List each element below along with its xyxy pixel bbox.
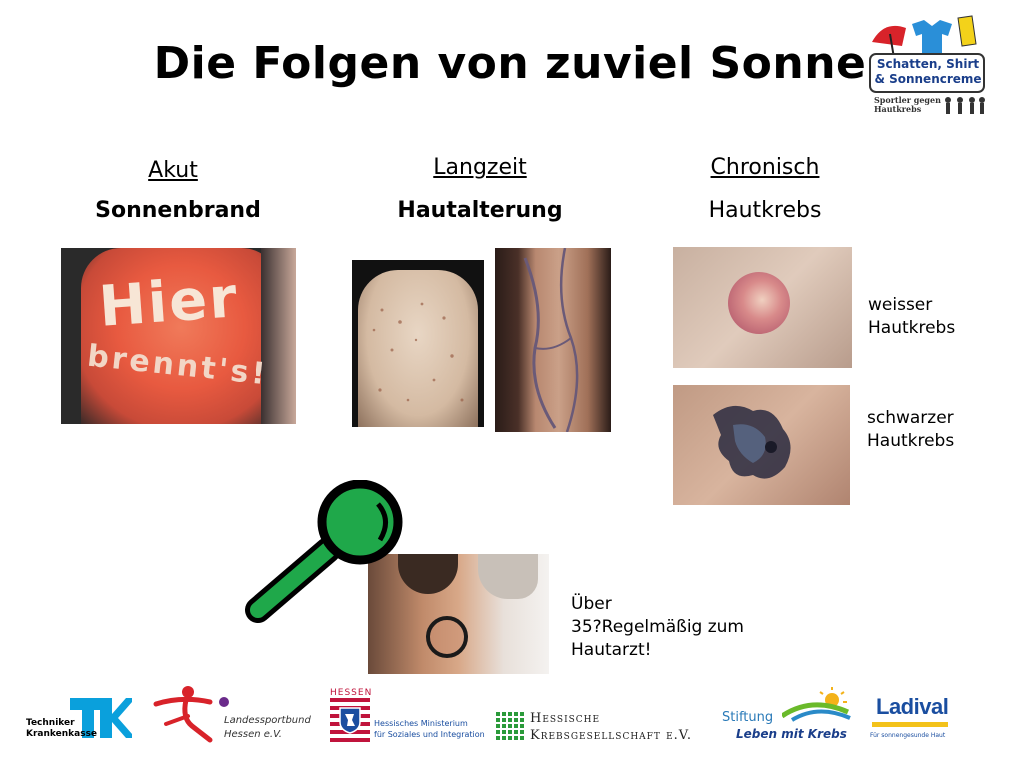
white-skin-cancer-photo <box>673 247 852 368</box>
hessen-line1: Hessisches Ministerium <box>374 719 468 728</box>
hkg-line1: Hessische <box>530 711 601 726</box>
tk-logo <box>26 694 136 744</box>
subheading-sonnenbrand: Sonnenbrand <box>95 198 261 223</box>
melanoma-icon <box>673 385 850 505</box>
dot-grid-icon <box>496 712 524 742</box>
caption-doctor-3: Hautarzt! <box>571 640 652 660</box>
sunburn-photo <box>61 248 296 424</box>
ladival-tagline: Für sonnengesunde Haut <box>870 732 946 739</box>
black-skin-cancer-photo <box>673 385 850 505</box>
sunburn-text-brennts: brennt's! <box>85 338 270 393</box>
hessen-label: HESSEN <box>330 688 373 698</box>
hessen-line2: für Soziales und Integration <box>374 730 485 739</box>
caption-black-1: schwarzer <box>867 408 954 428</box>
sunburn-text-hier: Hier <box>96 265 241 340</box>
magnifying-glass-icon <box>240 480 410 635</box>
campaign-logo <box>866 14 990 120</box>
campaign-logo-line1: Schatten, Shirt <box>876 57 980 71</box>
sun-wave-icon <box>782 686 852 722</box>
heading-langzeit: Langzeit <box>433 155 527 180</box>
stiftung-logo <box>722 686 854 744</box>
landessportbund-logo <box>152 682 312 744</box>
campaign-logo-sub1: Sportler gegen <box>874 95 941 105</box>
tk-line2: Krankenkasse <box>26 729 98 739</box>
caption-black-2: Hautkrebs <box>867 431 955 451</box>
stiftung-line1: Stiftung <box>722 710 774 725</box>
campaign-logo-sub2: Hautkrebs <box>874 104 922 114</box>
age-spots-icon <box>352 260 484 427</box>
ladival-logo <box>870 694 950 744</box>
lsb-line1: Landessportbund <box>224 715 311 726</box>
subheading-hautalterung: Hautalterung <box>397 198 563 223</box>
krebsgesellschaft-logo <box>496 710 706 744</box>
page-title: Die Folgen von zuviel Sonne <box>153 38 867 89</box>
campaign-logo-line2: & Sonnencreme <box>874 72 982 86</box>
hkg-line2: Krebsgesellschaft e.V. <box>530 728 693 743</box>
caption-doctor-2: 35?Regelmäßig zum <box>571 617 744 637</box>
subheading-hautkrebs: Hautkrebs <box>708 198 822 223</box>
ladival-name: Ladival <box>876 694 949 719</box>
veins-icon <box>495 248 611 432</box>
hessen-ministry-logo <box>330 688 490 744</box>
aged-back-photo <box>352 260 484 427</box>
stiftung-line2: Leben mit Krebs <box>736 727 847 741</box>
heading-chronisch: Chronisch <box>710 155 820 180</box>
tk-line1: Techniker <box>26 718 75 728</box>
caption-doctor-1: Über <box>571 594 612 614</box>
aged-hand-photo <box>495 248 611 432</box>
caption-white-1: weisser <box>868 295 933 315</box>
lsb-line2: Hessen e.V. <box>224 729 282 740</box>
hessen-lion-shield-icon <box>338 706 362 734</box>
heading-akut: Akut <box>148 158 198 183</box>
caption-white-2: Hautkrebs <box>868 318 956 338</box>
runner-figure-icon <box>152 682 232 744</box>
